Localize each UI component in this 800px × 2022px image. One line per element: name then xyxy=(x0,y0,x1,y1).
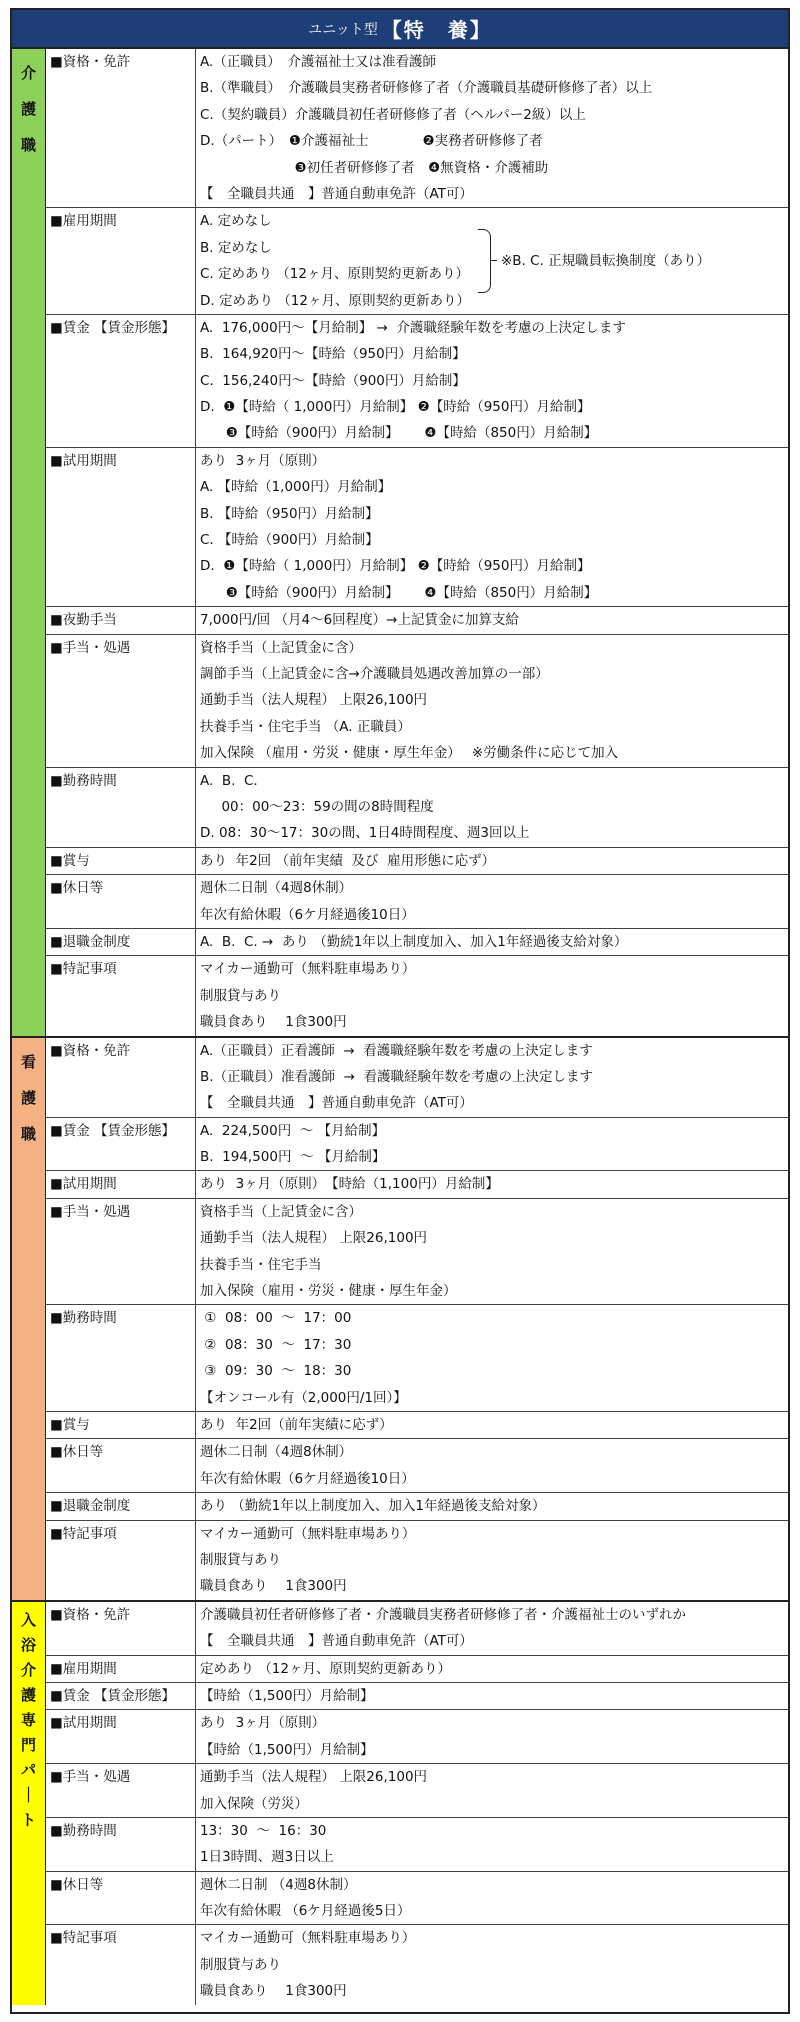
condition-content xyxy=(196,635,788,767)
condition-label: ■退職金制度 xyxy=(46,1493,196,1519)
condition-label: ■賞与 xyxy=(46,1412,196,1438)
condition-line: B. 定めなし xyxy=(200,239,272,256)
condition-label: ■試用期間 xyxy=(46,448,196,606)
condition-line: 【 全職員共通 】普通自動車免許（AT可） xyxy=(200,1633,473,1650)
condition-line: あり 3ヶ月（原則） xyxy=(200,452,326,469)
condition-row xyxy=(46,1305,788,1412)
condition-content xyxy=(196,956,788,1035)
section-label-char: 護 xyxy=(20,1088,36,1107)
condition-line: 1日3時間、週3日以上 xyxy=(200,1849,334,1866)
condition-line: マイカー通勤可（無料駐車場あり） xyxy=(200,961,416,978)
condition-content xyxy=(196,1038,788,1117)
condition-content xyxy=(196,1710,788,1763)
condition-label: ■手当・処遇 xyxy=(46,635,196,767)
condition-line: C. 156,240円～【時給（900円）月給制】 xyxy=(200,372,466,389)
condition-line: 制服貸与あり xyxy=(200,987,281,1004)
condition-line: 通勤手当（法人規程） 上限26,100円 xyxy=(200,1769,428,1786)
condition-row xyxy=(46,1764,788,1818)
condition-line: 年次有給休暇（6ケ月経過後10日） xyxy=(200,906,415,923)
condition-line: A. 224,500円 ～ 【月給制】 xyxy=(200,1122,386,1139)
section-label-char: 職 xyxy=(20,136,36,154)
condition-content xyxy=(196,929,788,955)
section-body xyxy=(46,1602,788,2005)
condition-content xyxy=(196,1118,788,1171)
condition-line: B. 194,500円 ～ 【月給制】 xyxy=(200,1149,386,1166)
condition-line: 年次有給休暇（6ケ月経過後10日） xyxy=(200,1470,415,1487)
condition-row xyxy=(46,1925,788,2004)
condition-line: あり 年2回 （前年実績 及び 雇用形態に応ず） xyxy=(200,852,496,869)
condition-line: 【オンコール有（2,000円/1回）】 xyxy=(200,1389,407,1406)
condition-line: 資格手当（上記賃金に含） xyxy=(200,639,362,656)
condition-line: ❸初任者研修修了者 ❹無資格・介護補助 xyxy=(200,159,549,176)
condition-line: A. 176,000円～【月給制】 → 介護職経験年数を考慮の上決定します xyxy=(200,319,626,336)
title-unit-type: ユニット型 xyxy=(308,21,378,38)
section-label-char: 門 xyxy=(20,1735,36,1754)
condition-line: ③ 09：30 ～ 18：30 xyxy=(200,1363,352,1380)
condition-line: あり 3ヶ月（原則） 【時給（1,100円）月給制】 xyxy=(200,1176,499,1193)
condition-label: ■賃金 【賃金形態】 xyxy=(46,1683,196,1709)
condition-row xyxy=(46,929,788,956)
condition-row xyxy=(46,1683,788,1710)
condition-line: 加入保険（労災） xyxy=(200,1795,308,1812)
condition-row xyxy=(46,1171,788,1198)
condition-label: ■雇用期間 xyxy=(46,1656,196,1682)
condition-label: ■資格・免許 xyxy=(46,49,196,207)
condition-label: ■賞与 xyxy=(46,848,196,874)
condition-content xyxy=(196,448,788,606)
condition-line: 調節手当（上記賃金に含→介護職員処遇改善加算の一部） xyxy=(200,666,549,682)
condition-label: ■試用期間 xyxy=(46,1171,196,1197)
condition-line: 扶養手当・住宅手当 （A. 正職員） xyxy=(200,718,411,735)
condition-line: D. 定めあり （12ヶ月、原則契約更新あり） xyxy=(200,292,470,309)
condition-row xyxy=(46,1439,788,1493)
condition-content xyxy=(196,49,788,207)
condition-content xyxy=(196,768,788,847)
condition-line: A. 定めなし xyxy=(200,213,272,230)
condition-row xyxy=(46,875,788,929)
condition-label: ■手当・処遇 xyxy=(46,1199,196,1305)
section-label-char: 浴 xyxy=(20,1635,36,1654)
section-label-char: 介 xyxy=(20,64,36,82)
condition-label: ■休日等 xyxy=(46,875,196,928)
brace-bracket xyxy=(478,229,491,293)
condition-row xyxy=(46,49,788,208)
condition-line: B. 【時給（950円）月給制】 xyxy=(200,505,379,522)
condition-content xyxy=(196,1439,788,1492)
section-kaigo xyxy=(12,49,788,1038)
condition-label: ■賃金 【賃金形態】 xyxy=(46,315,196,447)
condition-line: A. 【時給（1,000円）月給制】 xyxy=(200,479,392,496)
condition-content xyxy=(196,1493,788,1519)
condition-content xyxy=(196,1683,788,1709)
section-label-char: 看 xyxy=(20,1052,36,1071)
condition-line: 【時給（1,500円）月給制】 xyxy=(200,1741,374,1758)
section-label-kaigo xyxy=(12,49,46,1036)
condition-row xyxy=(46,448,788,607)
condition-content xyxy=(196,1602,788,1655)
condition-line: B. 164,920円～【時給（950円）月給制】 xyxy=(200,346,466,363)
condition-line: 職員食あり 1食300円 xyxy=(200,1014,347,1031)
condition-row xyxy=(46,607,788,634)
condition-line: 通勤手当（法人規程） 上限26,100円 xyxy=(200,1230,428,1247)
section-label-char: 入 xyxy=(20,1610,36,1629)
condition-line: D. ❶【時給（ 1,000円）月給制】 ❷【時給（950円）月給制】 xyxy=(200,399,591,416)
condition-label: ■賃金 【賃金形態】 xyxy=(46,1118,196,1171)
job-conditions-sheet xyxy=(10,8,790,2014)
condition-line: 職員食あり 1食300円 xyxy=(200,1578,347,1595)
condition-line: B.（準職員） 介護職員実務者研修修了者（介護職員基礎研修修了者）以上 xyxy=(200,80,653,97)
condition-label: ■特記事項 xyxy=(46,1521,196,1600)
condition-content xyxy=(196,315,788,447)
condition-line: C. 【時給（900円）月給制】 xyxy=(200,532,379,549)
condition-row xyxy=(46,1412,788,1439)
condition-line: 扶養手当・住宅手当 xyxy=(200,1256,322,1273)
condition-content xyxy=(196,607,788,633)
title-facility: 【特 養】 xyxy=(381,18,492,42)
condition-line: 年次有給休暇 （6ケ月経過後5日） xyxy=(200,1903,411,1920)
condition-label: ■特記事項 xyxy=(46,1925,196,2004)
condition-line: D.（パート） ❶介護福祉士 ❷実務者研修修了者 xyxy=(200,133,543,150)
condition-row xyxy=(46,635,788,768)
condition-label: ■手当・処遇 xyxy=(46,1764,196,1817)
condition-row xyxy=(46,768,788,848)
section-body xyxy=(46,1038,788,1600)
condition-line: A.（正職員） 介護福祉士又は准看護師 xyxy=(200,54,437,70)
condition-label: ■勤務時間 xyxy=(46,768,196,847)
condition-line: あり 年2回（前年実績に応ず） xyxy=(200,1416,393,1433)
condition-row xyxy=(46,1038,788,1118)
condition-line: A. B. C. xyxy=(200,772,258,789)
section-label-bath xyxy=(12,1602,46,2005)
condition-line: 職員食あり 1食300円 xyxy=(200,1983,347,2000)
condition-line: 定めあり （12ヶ月、原則契約更新あり） xyxy=(200,1660,451,1677)
condition-content xyxy=(196,1521,788,1600)
section-label-char: 専 xyxy=(20,1710,36,1729)
section-label-char: ト xyxy=(20,1810,36,1829)
condition-line: 00：00～23：59の間の8時間程度 xyxy=(200,798,434,815)
condition-line: 【 全職員共通 】普通自動車免許（AT可） xyxy=(200,185,473,202)
condition-row xyxy=(46,1521,788,1600)
section-body xyxy=(46,49,788,1036)
condition-content xyxy=(196,1305,788,1411)
condition-row xyxy=(46,1872,788,1926)
condition-content xyxy=(196,1764,788,1817)
condition-line: 加入保険 （雇用・労災・健康・厚生年金） ※労働条件に応じて加入 xyxy=(200,745,619,762)
condition-line: ❸【時給（900円）月給制】 ❹【時給（850円）月給制】 xyxy=(200,425,598,442)
condition-row xyxy=(46,1602,788,1656)
condition-line: D. ❶【時給（ 1,000円）月給制】 ❷【時給（950円）月給制】 xyxy=(200,558,591,575)
condition-row xyxy=(46,208,788,315)
condition-line: 週休二日制（4週8休制） xyxy=(200,1444,353,1461)
condition-row xyxy=(46,1199,788,1306)
condition-line: 介護職員初任者研修修了者・介護職員実務者研修修了者・介護福祉士のいずれか xyxy=(200,1606,686,1623)
condition-line: あり 3ヶ月（原則） xyxy=(200,1715,326,1732)
condition-label: ■雇用期間 xyxy=(46,208,196,314)
condition-line: ① 08：00 ～ 17：00 xyxy=(200,1310,352,1327)
condition-content xyxy=(196,1199,788,1305)
condition-line: A. B. C. → あり （勤続1年以上制度加入、加入1年経過後支給対象） xyxy=(200,933,628,950)
condition-row xyxy=(46,956,788,1035)
condition-line: D. 08：30～17：30の間、1日4時間程度、週3回以上 xyxy=(200,825,530,842)
condition-row xyxy=(46,1118,788,1172)
condition-line: マイカー通勤可（無料駐車場あり） xyxy=(200,1930,416,1947)
section-label-char: 介 xyxy=(20,1660,36,1679)
condition-line: 13：30 ～ 16：30 xyxy=(200,1822,327,1839)
section-label-char: ｜ xyxy=(20,1785,36,1804)
condition-row xyxy=(46,848,788,875)
condition-row xyxy=(46,1493,788,1520)
condition-line: 【時給（1,500円）月給制】 xyxy=(200,1687,374,1704)
condition-row xyxy=(46,1656,788,1683)
employment-period-lines xyxy=(200,208,470,314)
condition-label: ■資格・免許 xyxy=(46,1602,196,1655)
employment-period-group xyxy=(200,208,788,314)
condition-line: C.（契約職員）介護職員初任者研修修了者（ヘルパー2級）以上 xyxy=(200,106,586,123)
section-label-char: 職 xyxy=(20,1124,36,1143)
condition-content xyxy=(196,1925,788,2004)
condition-content xyxy=(196,1656,788,1682)
condition-line: 週休二日制（4週8休制） xyxy=(200,880,353,897)
condition-line: 資格手当（上記賃金に含） xyxy=(200,1203,362,1220)
condition-content xyxy=(196,1171,788,1197)
condition-line: 週休二日制 （4週8休制） xyxy=(200,1876,357,1893)
condition-content xyxy=(196,208,788,314)
condition-content xyxy=(196,1818,788,1871)
title-bar xyxy=(12,10,788,49)
section-bath xyxy=(12,1602,788,2005)
condition-label: ■特記事項 xyxy=(46,956,196,1035)
condition-line: C. 定めあり （12ヶ月、原則契約更新あり） xyxy=(200,266,469,283)
condition-row xyxy=(46,1818,788,1872)
condition-line: 制服貸与あり xyxy=(200,1551,281,1568)
condition-line: マイカー通勤可（無料駐車場あり） xyxy=(200,1525,416,1542)
condition-label: ■資格・免許 xyxy=(46,1038,196,1117)
sections-container xyxy=(12,49,788,2005)
condition-line: あり （勤続1年以上制度加入、加入1年経過後支給対象） xyxy=(200,1498,546,1515)
condition-content xyxy=(196,1412,788,1438)
condition-content xyxy=(196,1872,788,1925)
condition-line: 7,000円/回 （月4～6回程度）→上記賃金に加算支給 xyxy=(200,612,519,629)
condition-line: 制服貸与あり xyxy=(200,1956,281,1973)
condition-row xyxy=(46,1710,788,1764)
condition-row xyxy=(46,315,788,448)
condition-content xyxy=(196,875,788,928)
condition-line: ❸【時給（900円）月給制】 ❹【時給（850円）月給制】 xyxy=(200,584,598,601)
conversion-note: ※B. C. 正規職員転換制度（あり） xyxy=(500,253,711,270)
section-label-char: パ xyxy=(20,1760,36,1779)
condition-label: ■退職金制度 xyxy=(46,929,196,955)
condition-line: ② 08：30 ～ 17：30 xyxy=(200,1336,352,1353)
section-label-char: 護 xyxy=(20,1685,36,1704)
condition-content xyxy=(196,848,788,874)
condition-label: ■休日等 xyxy=(46,1439,196,1492)
section-label-char: 護 xyxy=(20,100,36,118)
section-kango xyxy=(12,1038,788,1602)
section-label-kango xyxy=(12,1038,46,1600)
condition-line: B.（正職員）准看護師 → 看護職経験年数を考慮の上決定します xyxy=(200,1068,594,1085)
condition-line: 加入保険（雇用・労災・健康・厚生年金） xyxy=(200,1283,457,1300)
condition-line: 【 全職員共通 】普通自動車免許（AT可） xyxy=(200,1095,473,1112)
condition-label: ■夜勤手当 xyxy=(46,607,196,633)
condition-label: ■試用期間 xyxy=(46,1710,196,1763)
condition-label: ■勤務時間 xyxy=(46,1305,196,1411)
condition-label: ■勤務時間 xyxy=(46,1818,196,1871)
condition-label: ■休日等 xyxy=(46,1872,196,1925)
condition-line: A.（正職員）正看護師 → 看護職経験年数を考慮の上決定します xyxy=(200,1042,593,1059)
condition-line: 通勤手当（法人規程） 上限26,100円 xyxy=(200,692,428,709)
